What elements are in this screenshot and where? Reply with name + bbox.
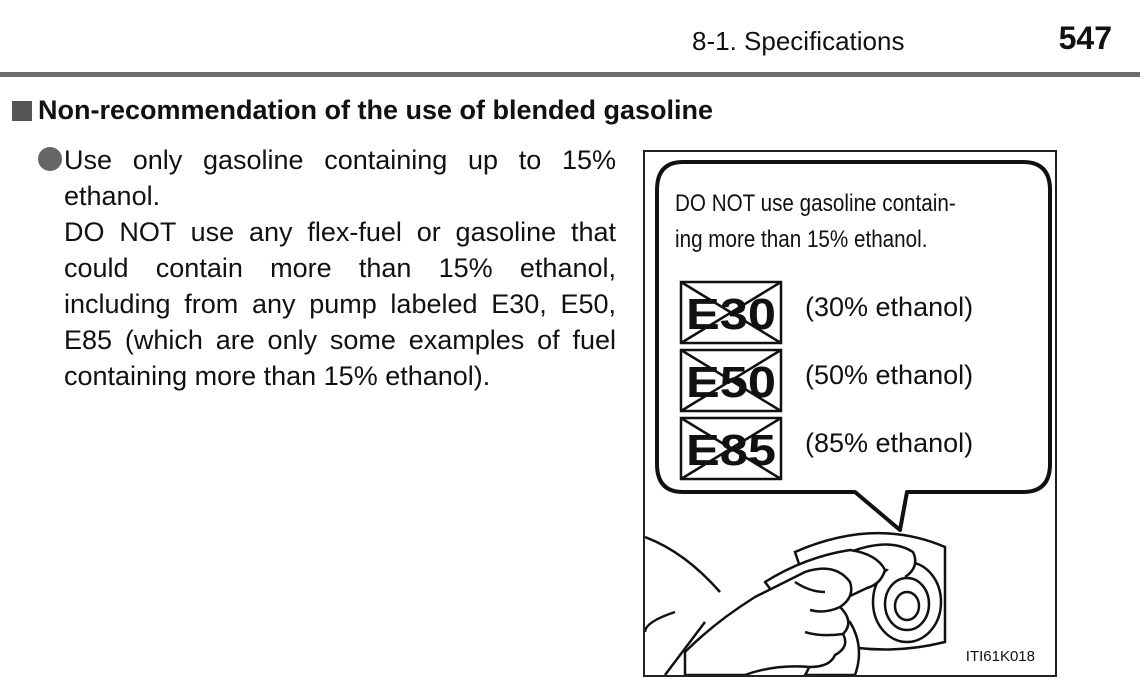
bubble-warning-text [675,186,1002,258]
header-section: 8-1. Specifications [692,26,905,56]
fuel-code-e85: E85 [686,426,776,475]
square-bullet-icon [12,101,32,121]
section-title: Non-recommendation of the use of blended gasoline [38,95,714,125]
body-paragraph-1: Use only gasoline containing up to 15% ethanol. [64,145,616,211]
bubble-line-2: ing more than 15% ethanol. [675,226,928,253]
fuel-label-e30: (30% ethanol) [805,292,974,322]
figure-id: ITI61K018 [965,648,1035,665]
page-number: 547 [1058,20,1112,56]
fuel-label-e50: (50% ethanol) [805,360,974,390]
body-paragraph-2: DO NOT use any flex-fuel or gasoline that could contain more than 15% ethanol, including from any pump labeled E30, E50, E85 (which are only some examples of fuel containing more than 15% ethanol). [64,217,616,391]
fuel-code-e50: E50 [686,358,776,407]
section-title-row [12,95,713,126]
circle-bullet-icon [38,147,62,171]
header-rule [0,72,1140,77]
body-text [64,142,616,394]
bubble-line-1: DO NOT use gasoline contain- [675,190,956,217]
fuel-code-e30: E30 [686,290,776,339]
fuel-warning-figure [643,150,1057,677]
fuel-label-e85: (85% ethanol) [805,428,974,458]
